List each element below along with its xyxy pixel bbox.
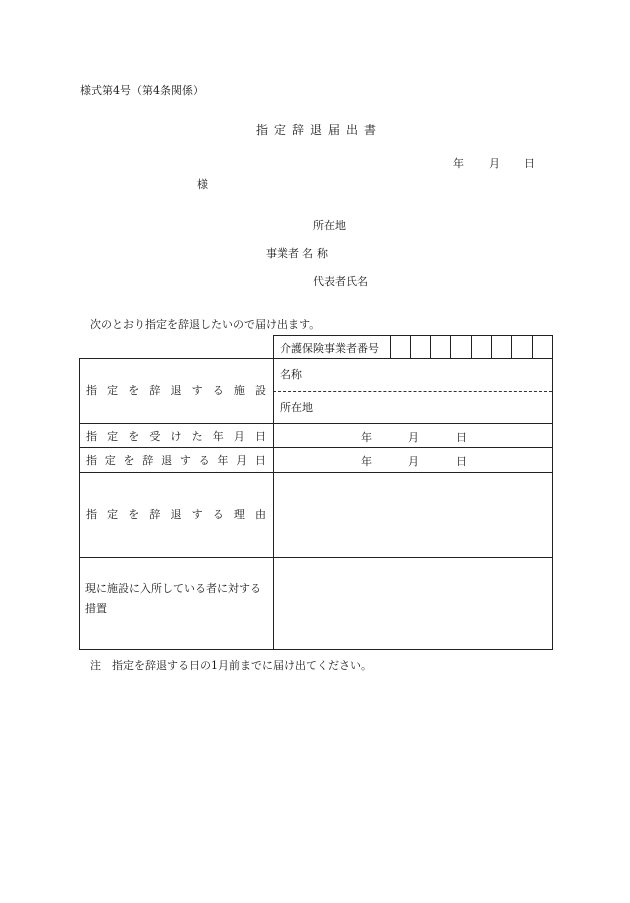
residents-measures-label: 現に施設に入所している者に対する措置 — [85, 582, 261, 615]
designated-year-label: 年 — [361, 431, 372, 444]
addressee-suffix: 様 — [197, 178, 208, 191]
number-box-divider — [532, 335, 533, 358]
table-rule — [79, 557, 552, 558]
withdrawal-day-label: 日 — [456, 455, 467, 468]
table-column-divider — [273, 335, 274, 650]
number-box-divider — [491, 335, 492, 358]
applicant-name-label: 名称 — [302, 247, 332, 260]
applicant-role-label: 事業者 — [266, 247, 299, 260]
date-year-label: 年 — [453, 157, 464, 170]
withdrawal-date-label: 指 定 を 辞 退 す る 年 月 日 — [86, 454, 266, 467]
note-text: 注 指定を辞退する日の1月前までに届け出てください。 — [90, 659, 372, 672]
table-right-border — [552, 335, 553, 650]
number-box-divider — [430, 335, 431, 358]
reason-label: 指 定 を 辞 退 す る 理 由 — [86, 508, 266, 521]
number-box-divider — [471, 335, 472, 358]
table-rule — [79, 423, 552, 424]
table-rule — [79, 358, 552, 359]
withdrawal-month-label: 月 — [408, 455, 419, 468]
form-number: 様式第4号（第4条関係） — [80, 84, 204, 97]
provider-number-label: 介護保険事業者番号 — [280, 342, 379, 355]
designated-month-label: 月 — [408, 431, 419, 444]
facility-address-label: 所在地 — [280, 401, 313, 414]
date-day-label: 日 — [524, 157, 535, 170]
number-box-divider — [450, 335, 451, 358]
table-rule — [79, 472, 552, 473]
facility-name-label: 名称 — [280, 368, 302, 381]
table-rule — [79, 447, 552, 448]
table-bottom-border — [79, 649, 552, 650]
facility-label: 指 定 を 辞 退 す る 施 設 — [86, 384, 266, 397]
number-box-divider — [390, 335, 391, 358]
applicant-representative-label: 代表者氏名 — [313, 275, 368, 288]
applicant-address-label: 所在地 — [313, 219, 346, 232]
table-left-border — [79, 358, 80, 650]
intro-text: 次のとおり指定を辞退したいので届け出ます。 — [90, 318, 321, 331]
number-box-divider — [511, 335, 512, 358]
document-title: 指定辞退届出書 — [255, 123, 382, 137]
facility-divider-dashed — [273, 391, 552, 392]
withdrawal-year-label: 年 — [361, 455, 372, 468]
designated-day-label: 日 — [456, 431, 467, 444]
date-month-label: 月 — [489, 157, 500, 170]
designated-date-label: 指 定 を 受 け た 年 月 日 — [86, 430, 266, 443]
number-box-divider — [410, 335, 411, 358]
